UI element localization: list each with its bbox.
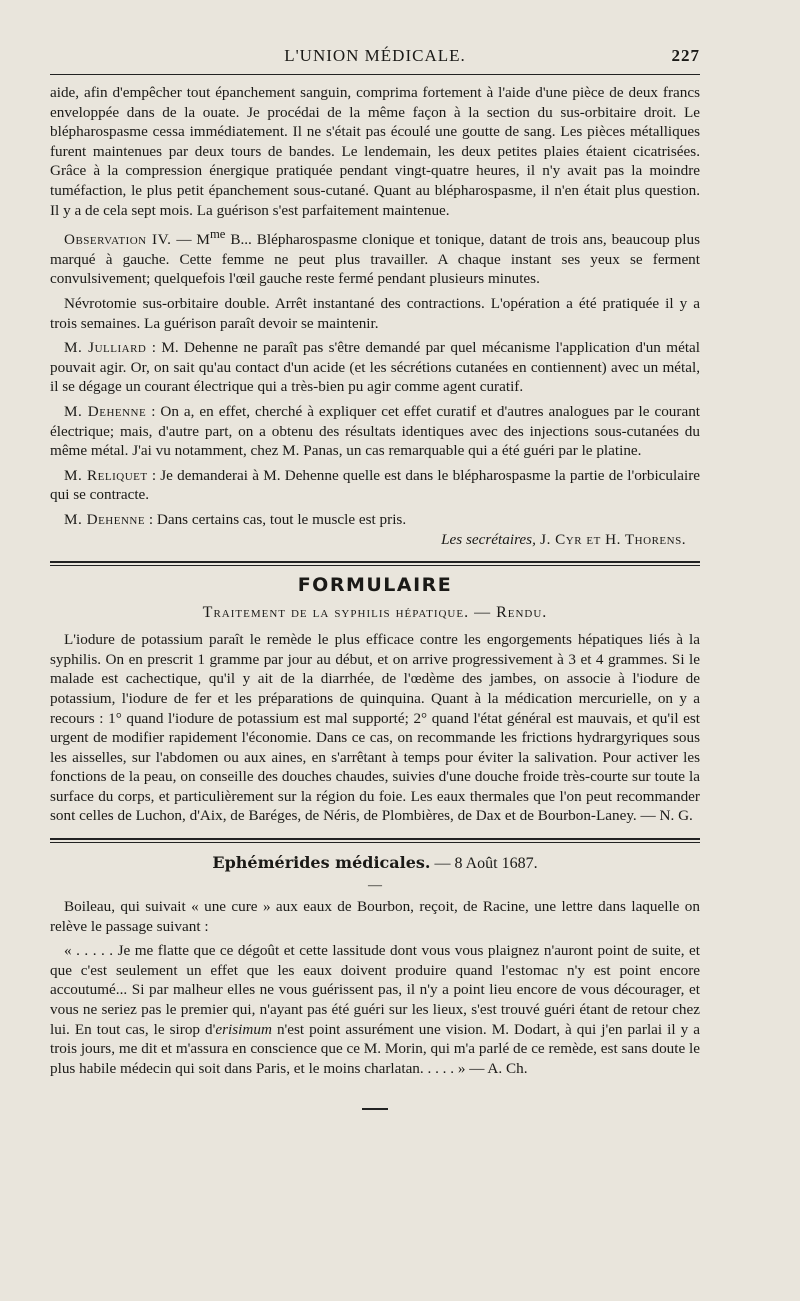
header-rule (50, 74, 700, 75)
observation-3-continuation: aide, afin d'empêcher tout épanchement sanguin, comprima fortement à l'aide d'une pièce de deux francs enveloppée dans de la ouate. Je procédai de la même façon à la section du sus-orbitaire droit. Le blépharospasme cessa immédiatement. Il ne s'était pas écoulé une goutte de sang. Les pièces métalliques furent maintenues par deux tours de bandes. Le lendemain, les deux petites plaies étaient cicatrisées. Grâce à la compression énergique pratiquée pendant vingt-quatre heures, il n'y avait pas la moindre tuméfaction, le plus petit épanchement sous-cutané. Quant au blépharospasme, il n'en était plus question. Il y a de cela sept mois. La guérison s'est parfaitement maintenue. (50, 84, 700, 219)
ephemerides-quote (50, 941, 700, 1078)
discussion-speaker: M. Dehenne (64, 510, 146, 528)
signature (50, 530, 700, 550)
discussion-text: : Dans certains cas, tout le muscle est pris. (145, 510, 407, 528)
observation-4-outcome: Névrotomie sus-orbitaire double. Arrêt instantané des contractions. L'opération a été pratiquée il y a trois semaines. La guérison paraît devoir se maintenir. (50, 295, 700, 332)
discussion-paragraph (50, 466, 700, 505)
section-divider (50, 561, 700, 566)
observation-4 (50, 225, 700, 289)
ephemerides-dash: — (368, 878, 382, 894)
discussion-text: : M. Dehenne ne paraît pas s'être demandé par quel mécanisme l'application d'un métal pouvait agir. Or, on sait qu'au contact d'un acide (et les sécrétions cutanées en contiennent) avec un métal, il se dégage un courant électrique qui a très-bien pu agir comme agent curatif. (50, 339, 701, 396)
discussion-speaker: M. Dehenne (64, 402, 147, 420)
ephemerides-date: — 8 Août 1687. (430, 855, 538, 873)
formulaire-subtitle: Traitement de la syphilis hépatique. — Rendu. (202, 604, 548, 622)
discussion-speaker: M. Julliard (64, 339, 147, 357)
discussion-speaker: M. Reliquet (64, 466, 148, 484)
formulaire-text: L'iodure de potassium paraît le remède le plus efficace contre les engorgements hépatiques liés à la syphilis. On en prescrit 1 gramme par jour au début, et on arrive progressivement à 3 et 4 grammes. Si le malade est cachectique, qu'il y ait de la diarrhée, de l'œdème des jambes, on associe à l'iodure de potassium, l'iodure de fer et les préparations de quinquina. Quant à la médication mercurielle, on y a recours : 1° quand l'iodure de potassium est mal supporté; 2° quand l'état général est mauvais, et qu'il est urgent de modifier rapidement l'économie. Dans ce cas, on recommande les frictions hydrargyriques sous les aisselles, sur l'abdomen ou aux aines, en s'arrêtant à temps pour éviter la salivation. Pour activer les fonctions de la peau, on conseille des douches chaudes, suivies d'une douche froide très-courte sur toute la surface du corps, et particulièrement sur la région du foie. Les eaux thermales que l'on peut recommander sont celles de Luchon, d'Aix, de Baréges, de Néris, de Plombières, de Dax et de Bourbon-Laney. — N. G. (50, 631, 700, 825)
discussion-text: : Je demanderai à M. Dehenne quelle est dans le blépharospasme la partie de l'orbiculaire qui se contracte. (50, 466, 700, 504)
observation-4-dash: — M (171, 231, 210, 249)
end-rule (362, 1108, 388, 1110)
page-number: 227 (671, 46, 700, 65)
quote-part-a: « . . . . . Je me flatte que ce dégoût et cette lassitude dont vous vous plaignez n'auront point de suite, et que c'est seulement un effet que les eaux doivent produire quand l'estomac n'y est point encore accoutumé... Si par malheur elles ne vous guérissent pas, il n'y a point lieu encore de vous décourager, et vous ne seriez pas le premier qui, n'ayant pas été guéri sur les lieux, s'est trouvé guéri étant de retour chez lui. En tout cas, le sirop d' (50, 942, 700, 1038)
running-head (50, 40, 700, 70)
ephemerides-heading (50, 853, 700, 873)
signature-label: Les secrétaires, (441, 530, 536, 548)
signature-names: J. Cyr et H. Thorens. (535, 530, 686, 548)
section-divider (50, 838, 700, 843)
quote-part-b: n'est point assurément une vision. M. Dodart, à qui j'en parlai il y a trois jours, me dit et m'assura en conscience que ce M. Morin, qui m'a parlé de ce remède, est sans doute le plus habile médecin qui soit dans Paris, et le moins charlatan. . . . . » — A. Ch. (50, 1020, 700, 1077)
formulaire-title: FORMULAIRE (297, 574, 453, 597)
observation-4-text: B... Blépharospasme clonique et tonique, datant de trois ans, beaucoup plus marqué à gauche. Cette femme ne peut plus travailler. A chaque instant ses yeux se ferment convulsivement; quelquefois l'œil gauche reste fermé pendant plusieurs minutes. (50, 231, 700, 288)
discussion-paragraph (50, 402, 700, 461)
ephemerides-title: Ephémérides médicales. (212, 853, 431, 873)
discussion-text: : On a, en effet, cherché à expliquer cet effet curatif et d'autres analogues par le courant électrique; mais, d'autre part, on a obtenu des résultats identiques avec des injections sous-cutanées du même métal. J'ai vu notamment, chez M. Panas, un cas remarquable qui a été guéri par le platine. (50, 402, 701, 460)
discussion-paragraph (50, 338, 700, 397)
observation-4-label: Observation IV. (64, 231, 172, 249)
quote-italic: erisimum (215, 1020, 272, 1038)
ephemerides-intro: Boileau, qui suivait « une cure » aux eaux de Bourbon, reçoit, de Racine, une lettre dans laquelle on relève le passage suivant : (50, 898, 700, 935)
journal-title: L'UNION MÉDICALE. (284, 46, 466, 65)
observation-4-sup: me (209, 227, 226, 242)
discussion-paragraph (50, 510, 700, 530)
